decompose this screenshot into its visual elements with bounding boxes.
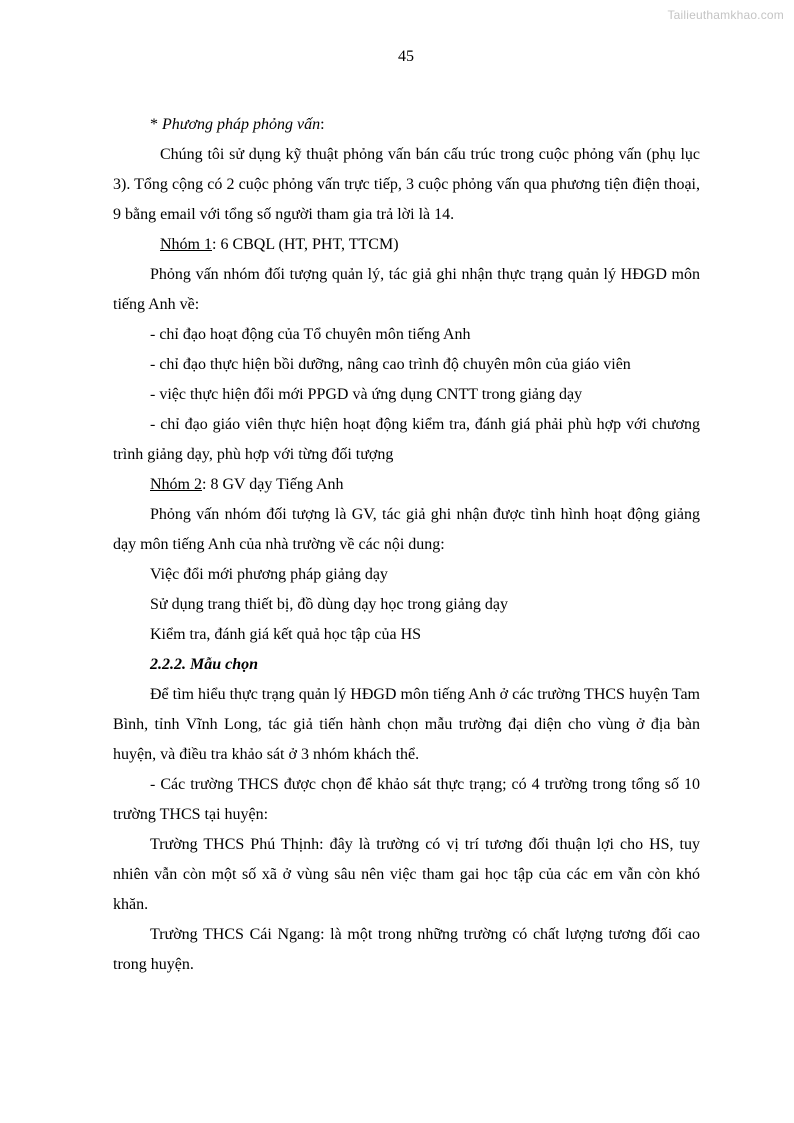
interview-method-title: Phương pháp phỏng vấn bbox=[162, 116, 321, 133]
sample-paragraph-3: Trường THCS Phú Thịnh: đây là trường có vị trí tương đối thuận lợi cho HS, tuy nhiên vẫn còn một số xã ở vùng sâu nên việc tham gai học tập của các em vẫn còn khó khăn. bbox=[113, 836, 700, 913]
bullet-mark: * bbox=[150, 116, 162, 133]
group1-intro-paragraph: Phỏng vấn nhóm đối tượng quản lý, tác giả ghi nhận thực trạng quản lý HĐGD môn tiếng Anh về: bbox=[113, 266, 700, 313]
group2-heading bbox=[113, 470, 700, 500]
group1-desc: : 6 CBQL (HT, PHT, TTCM) bbox=[212, 236, 399, 253]
watermark-text: Tailieuthamkhao.com bbox=[667, 8, 784, 22]
sample-section-heading: 2.2.2. Mẫu chọn bbox=[150, 656, 259, 673]
group1-label: Nhóm 1 bbox=[160, 236, 212, 253]
group2-list-item: Kiểm tra, đánh giá kết quả học tập của HS bbox=[150, 626, 422, 643]
sample-paragraph-4: Trường THCS Cái Ngang: là một trong những trường có chất lượng tương đối cao trong huyện. bbox=[113, 926, 700, 973]
group2-label: Nhóm 2 bbox=[150, 476, 202, 493]
group2-list-item: Sử dụng trang thiết bị, đồ dùng dạy học trong giảng dạy bbox=[150, 596, 508, 613]
group2-intro-paragraph: Phỏng vấn nhóm đối tượng là GV, tác giả ghi nhận được tình hình hoạt động giảng dạy môn tiếng Anh của nhà trường về các nội dung: bbox=[113, 506, 700, 553]
group1-list-item: - chỉ đạo hoạt động của Tổ chuyên môn tiếng Anh bbox=[150, 326, 471, 343]
group2-desc: : 8 GV dạy Tiếng Anh bbox=[202, 476, 344, 493]
group1-list-item: - chỉ đạo giáo viên thực hiện hoạt động kiểm tra, đánh giá phải phù hợp với chương trình giảng dạy, phù hợp với từng đối tượng bbox=[113, 416, 700, 463]
group1-list-item: - việc thực hiện đổi mới PPGD và ứng dụng CNTT trong giảng dạy bbox=[150, 386, 583, 403]
group1-heading bbox=[113, 230, 700, 260]
interview-method-heading bbox=[113, 110, 700, 140]
group2-list-item: Việc đổi mới phương pháp giảng dạy bbox=[150, 566, 388, 583]
document-body bbox=[113, 110, 700, 980]
group1-list-item: - chỉ đạo thực hiện bồi dưỡng, nâng cao trình độ chuyên môn của giáo viên bbox=[150, 356, 631, 373]
interview-intro-paragraph: Chúng tôi sử dụng kỹ thuật phỏng vấn bán cấu trúc trong cuộc phỏng vấn (phụ lục 3). Tổng cộng có 2 cuộc phỏng vấn trực tiếp, 3 cuộc phỏng vấn qua phương tiện điện thoại, 9 bằng email với tổng số người tham gia trả lời là 14. bbox=[113, 146, 700, 223]
sample-paragraph-2: - Các trường THCS được chọn để khảo sát thực trạng; có 4 trường trong tổng số 10 trường THCS tại huyện: bbox=[113, 776, 700, 823]
sample-paragraph-1: Để tìm hiểu thực trạng quản lý HĐGD môn tiếng Anh ở các trường THCS huyện Tam Bình, tỉnh Vĩnh Long, tác giả tiến hành chọn mẫu trường đại diện cho vùng ở địa bàn huyện, và điều tra khảo sát ở 3 nhóm khách thể. bbox=[113, 686, 700, 763]
heading-colon: : bbox=[320, 116, 325, 133]
page-number: 45 bbox=[398, 48, 414, 65]
